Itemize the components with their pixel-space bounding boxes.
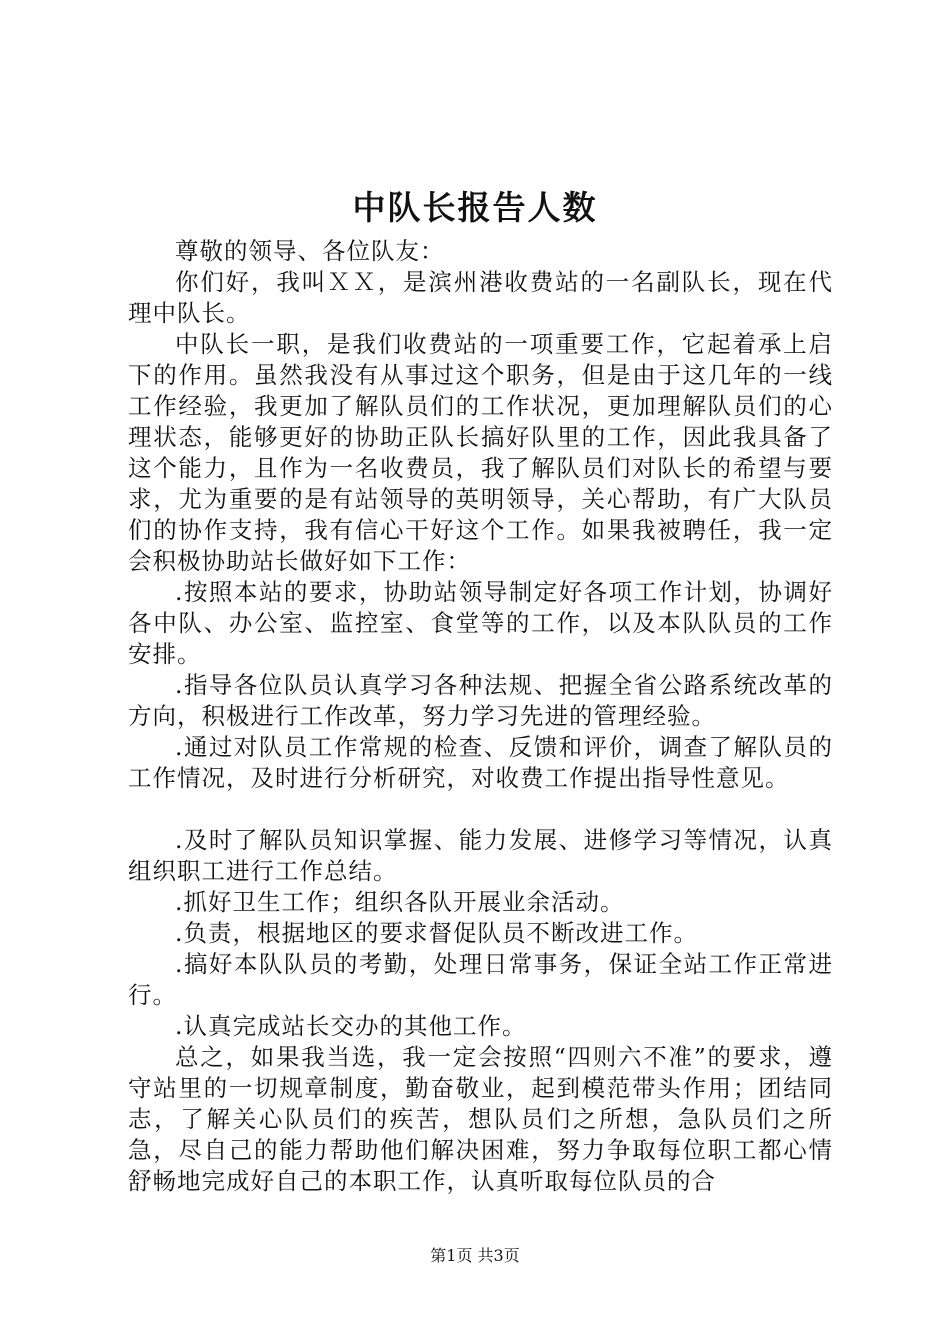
duty-item: .搞好本队队员的考勤，处理日常事务，保证全站工作正常进行。 xyxy=(128,950,833,1009)
paragraph-role: 中队长一职，是我们收费站的一项重要工作，它起着承上启下的作用。虽然我没有从事过这个职务，但是由于这几年的一线工作经验，我更加了解队员们的工作状况，更加理解队员们的心理状态，能够更好的协助正队长搞好队里的工作，因此我具备了这个能力，且作为一名收费员，我了解队员们对队长的希望与要求，尤为重要的是有站领导的英明领导，关心帮助，有广大队员们的协作支持，我有信心干好这个工作。如果我被聘任，我一定会积极协助站长做好如下工作： xyxy=(128,330,833,575)
page-footer: 第1页 共3页 xyxy=(430,1246,520,1265)
duty-item: .通过对队员工作常规的检查、反馈和评价，调查了解队员的工作情况，及时进行分析研究，对收费工作提出指导性意见。 xyxy=(128,733,833,792)
duty-item: .指导各位队员认真学习各种法规、把握全省公路系统改革的方向，积极进行工作改革，努力学习先进的管理经验。 xyxy=(128,671,833,730)
paragraph-conclusion: 总之，如果我当选，我一定会按照“四则六不准”的要求，遵守站里的一切规章制度，勤奋敬业，起到模范带头作用；团结同志，了解关心队员们的疾苦，想队员们之所想，急队员们之所急，尽自己的能力帮助他们解决困难，努力争取每位职工都心情舒畅地完成好自己的本职工作，认真听取每位队员的合 xyxy=(128,1043,833,1195)
duty-item: .按照本站的要求，协助站领导制定好各项工作计划，协调好各中队、办公室、监控室、食堂等的工作，以及本队队员的工作安排。 xyxy=(128,578,833,668)
duty-item: .认真完成站长交办的其他工作。 xyxy=(175,1012,527,1040)
salutation: 尊敬的领导、各位队友： xyxy=(175,237,445,265)
duty-item: .及时了解队员知识掌握、能力发展、进修学习等情况，认真组织职工进行工作总结。 xyxy=(128,826,833,885)
document-title: 中队长报告人数 xyxy=(352,188,598,227)
paragraph-intro: 你们好，我叫ＸＸ，是滨州港收费站的一名副队长，现在代理中队长。 xyxy=(128,268,833,327)
duty-item: .抓好卫生工作；组织各队开展业余活动。 xyxy=(175,888,625,916)
duty-item: .负责，根据地区的要求督促队员不断改进工作。 xyxy=(175,919,698,947)
document-body xyxy=(128,236,833,1197)
